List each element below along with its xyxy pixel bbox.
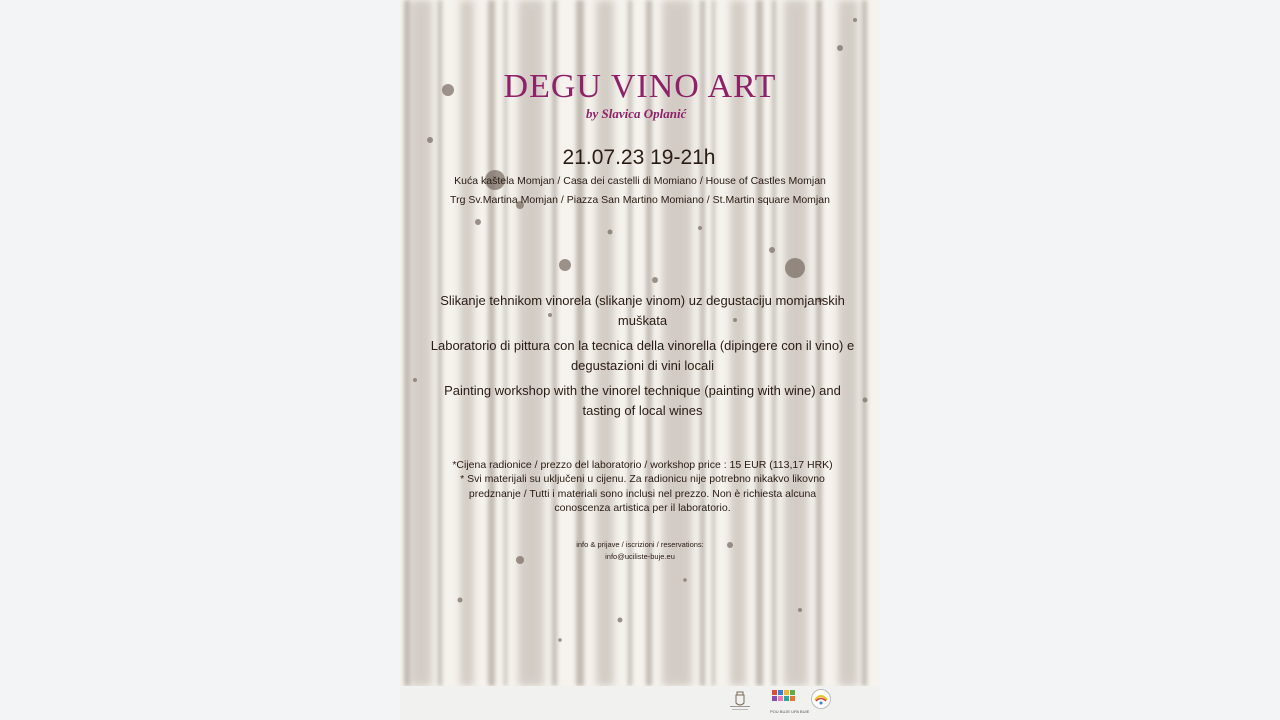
info-email[interactable]: info@uciliste-buje.eu: [605, 552, 675, 561]
description-croatian: Slikanje tehnikom vinorela (slikanje vinom) uz degustaciju momjanskih muškata: [440, 293, 845, 328]
pou-buje-logo: [770, 689, 809, 714]
partner-round-logo: [810, 688, 832, 715]
event-location-square: Trg Sv.Martina Momjan / Piazza San Martino Momiano / St.Martin square Momjan: [450, 194, 830, 206]
description-english: Painting workshop with the vinorel technique (painting with wine) and tasting of local wines: [444, 383, 841, 418]
municipality-crest-icon: [726, 690, 754, 719]
price-line: *Cijena radionice / prezzo del laboratorio / workshop price : 15 EUR (113,17 HRK): [452, 459, 833, 471]
poster-content: [400, 0, 880, 686]
pou-buje-caption: POU BUJE UPA BUIE: [770, 709, 810, 714]
event-date-time: 21.07.23 19-21h: [562, 146, 716, 169]
description-italian: Laboratorio di pittura con la tecnica della vinorella (dipingere con il vino) e degustazioni di vini locali: [430, 338, 855, 373]
info-label: info & prijave / iscrizioni / reservations:: [576, 540, 704, 549]
materials-note: * Svi materijali su uključeni u cijenu. Za radionicu nije potrebno nikakvo likovno predznanje / Tutti i materiali sono inclusi nel prezzo. Non è richiesta alcuna conoscenza artistica per il laboratorio.: [460, 473, 825, 514]
event-location-venue: Kuća kaštela Momjan / Casa dei castelli di Momiano / House of Castles Momjan: [454, 175, 826, 187]
event-title: DEGU VINO ART: [503, 68, 777, 105]
event-subtitle: by Slavica Oplanić: [586, 106, 687, 121]
event-poster: [400, 0, 880, 720]
sponsor-logo-strip: [400, 686, 880, 720]
